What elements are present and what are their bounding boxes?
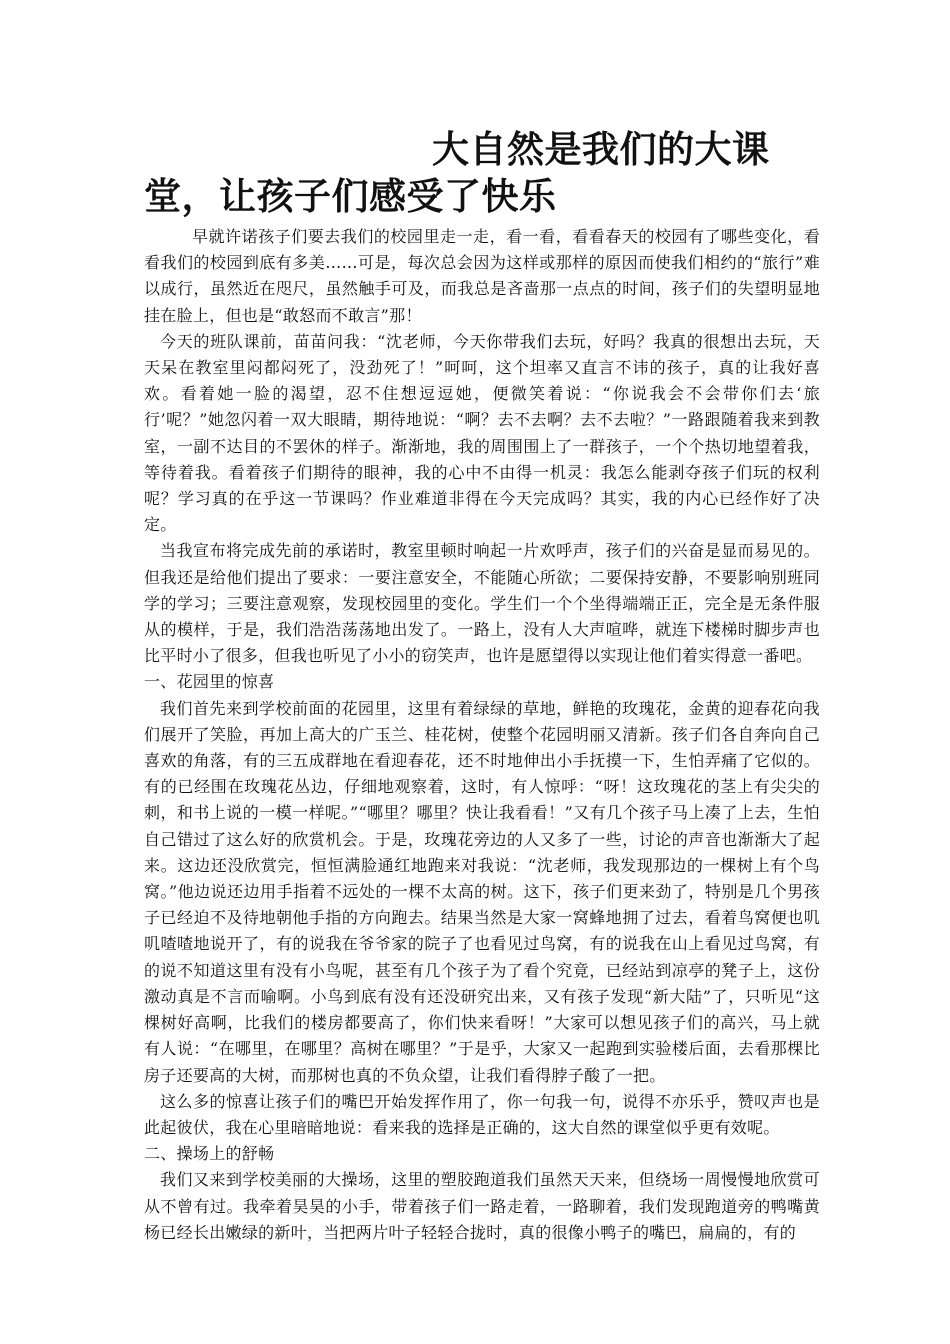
section-heading-playground: 二、操场上的舒畅 xyxy=(144,1144,275,1164)
paragraph-garden: 我们首先来到学校前面的花园里，这里有着绿绿的草地，鲜艳的玫瑰花，金黄的迎春花向我们展开了笑脸，再加上高大的广玉兰、桂花树，使整个花园明丽又清新。孩子们各自奔向自己喜欢的角落，有的三五成群地在看迎春花，还不时地伸出小手抚摸一下，生怕弄痛了它似的。有的已经围在玫瑰花丛边，仔细地观察着，这时，有人惊呼：“呀！这玫瑰花的茎上有尖尖的刺，和书上说的一模一样呢。”“哪里？哪里？快让我看看！”又有几个孩子马上凑了上去，生怕自己错过了这么好的欣赏机会。于是，玫瑰花旁边的人又多了一些，讨论的声音也渐渐大了起来。这边还没欣赏完，恒恒满脸通红地跑来对我说：“沈老师，我发现那边的一棵树上有个鸟窝。”他边说还边用手指着不远处的一棵不太高的树。这下，孩子们更来劲了，特别是几个男孩子已经迫不及待地朝他手指的方向跑去。结果当然是大家一窝蜂地拥了过去，看着鸟窝便也叽叽喳喳地说开了，有的说我在爷爷家的院子了也看见过鸟窝，有的说我在山上看见过鸟窝，有的说不知道这里有没有小鸟呢，甚至有几个孩子为了看个究竟，已经站到凉亭的凳子上，这份激动真是不言而喻啊。小鸟到底有没有还没研究出来，又有孩子发现“新大陆”了，只听见“这棵树好高啊，比我们的楼房都要高了，你们快来看呀！”大家可以想见孩子们的高兴，马上就有人说：“在哪里，在哪里？高树在哪里？”于是乎，大家又一起跑到实验楼后面，去看那棵比房子还要高的大树，而那树也真的不负众望，让我们看得脖子酸了一把。 xyxy=(144,698,820,1085)
document-title: 大自然是我们的大课堂，让孩子们感受了快乐 xyxy=(144,128,770,218)
paragraph-class-meeting: 今天的班队课前，苗苗问我：“沈老师，今天你带我们去玩，好吗？我真的很想出去玩，天天呆在教室里闷都闷死了，没劲死了！”呵呵，这个坦率又直言不讳的孩子，真的让我好喜欢。看着她一脸的渴望，忍不住想逗逗她，便微笑着说：“你说我会不会带你们去‘旅行’呢？”她忽闪着一双大眼睛，期待地说：“啊？去不去啊？去不去啦？”一路跟随着我来到教室，一副不达目的不罢休的样子。渐渐地，我的周围围上了一群孩子，一个个热切地望着我，等待着我。看着孩子们期待的眼神，我的心中不由得一机灵：我怎么能剥夺孩子们玩的权利呢？学习真的在乎这一节课吗？作业难道非得在今天完成吗？其实，我的内心已经作好了决定。 xyxy=(144,331,820,535)
paragraph-intro: 早就许诺孩子们要去我们的校园里走一走，看一看，看看春天的校园有了哪些变化，看看我们的校园到底有多美……可是，每次总会因为这样或那样的原因而使我们相约的“旅行”难以成行，虽然近在咫尺，虽然触手可及，而我总是吝啬那一点点的时间，孩子们的失望明显地挂在脸上，但也是“敢怒而不敢言”那！ xyxy=(144,227,820,325)
paragraph-playground: 我们又来到学校美丽的大操场，这里的塑胶跑道我们虽然天天来，但绕场一周慢慢地欣赏可从不曾有过。我牵着昊昊的小手，带着孩子们一路走着，一路聊着，我们发现跑道旁的鸭嘴黄杨已经长出嫩绿的新叶，当把两片叶子轻轻合拢时，真的很像小鸭子的嘴巴，扁扁的，有的 xyxy=(144,1170,820,1242)
paragraph-surprise: 这么多的惊喜让孩子们的嘴巴开始发挥作用了，你一句我一句，说得不亦乐乎，赞叹声也是此起彼伏，我在心里暗暗地说：看来我的选择是正确的，这大自然的课堂似乎更有效呢。 xyxy=(144,1091,820,1137)
section-heading-garden: 一、花园里的惊喜 xyxy=(144,672,275,692)
paragraph-announcement: 当我宣布将完成先前的承诺时，教室里顿时响起一片欢呼声，孩子们的兴奋是显而易见的。但我还是给他们提出了要求：一要注意安全，不能随心所欲；二要保持安静，不要影响别班同学的学习；三要注意观察，发现校园里的变化。学生们一个个坐得端端正正，完全是无条件服从的模样，于是，我们浩浩荡荡地出发了。一路上，没有人大声喧哗，就连下楼梯时脚步声也比平时小了很多，但我也听见了小小的窃笑声，也许是愿望得以实现让他们着实得意一番吧。 xyxy=(144,541,820,666)
document-page xyxy=(144,126,820,1246)
